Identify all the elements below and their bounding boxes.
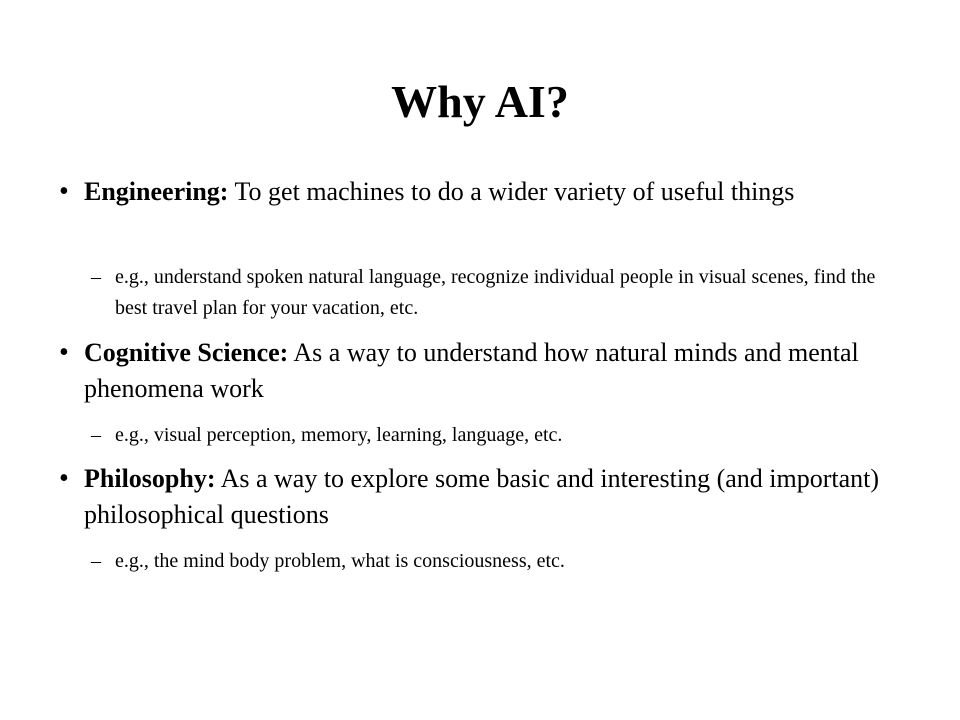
sub-bullet-text: e.g., understand spoken natural language, recognize individual people in visual scenes, find the best travel plan for your vacation, etc. <box>115 266 876 319</box>
bullet-body: As a way to understand how natural minds and mental phenomena work <box>84 338 859 403</box>
bullet-label: Philosophy: <box>84 464 216 493</box>
bullet-body: To get machines to do a wider variety of useful things <box>228 177 795 206</box>
sub-bullet-marker: – <box>91 266 101 288</box>
bullet-text <box>84 335 884 407</box>
bullet-marker: • <box>59 337 69 368</box>
bullet-label: Engineering: <box>84 177 229 206</box>
sub-bullet-marker: – <box>91 550 101 572</box>
bullet-text <box>84 174 884 210</box>
bullet-body: As a way to explore some basic and interesting (and important) philosophical questions <box>84 464 880 529</box>
bullet-marker: • <box>59 176 69 207</box>
bullet-marker: • <box>59 463 69 494</box>
sub-bullet-text: e.g., the mind body problem, what is consciousness, etc. <box>115 550 565 572</box>
sub-bullet-marker: – <box>91 424 101 446</box>
slide-title: Why AI? <box>391 76 569 127</box>
bullet-label: Cognitive Science: <box>84 338 289 367</box>
sub-bullet-text: e.g., visual perception, memory, learning, language, etc. <box>115 424 563 446</box>
bullet-text <box>84 461 884 533</box>
